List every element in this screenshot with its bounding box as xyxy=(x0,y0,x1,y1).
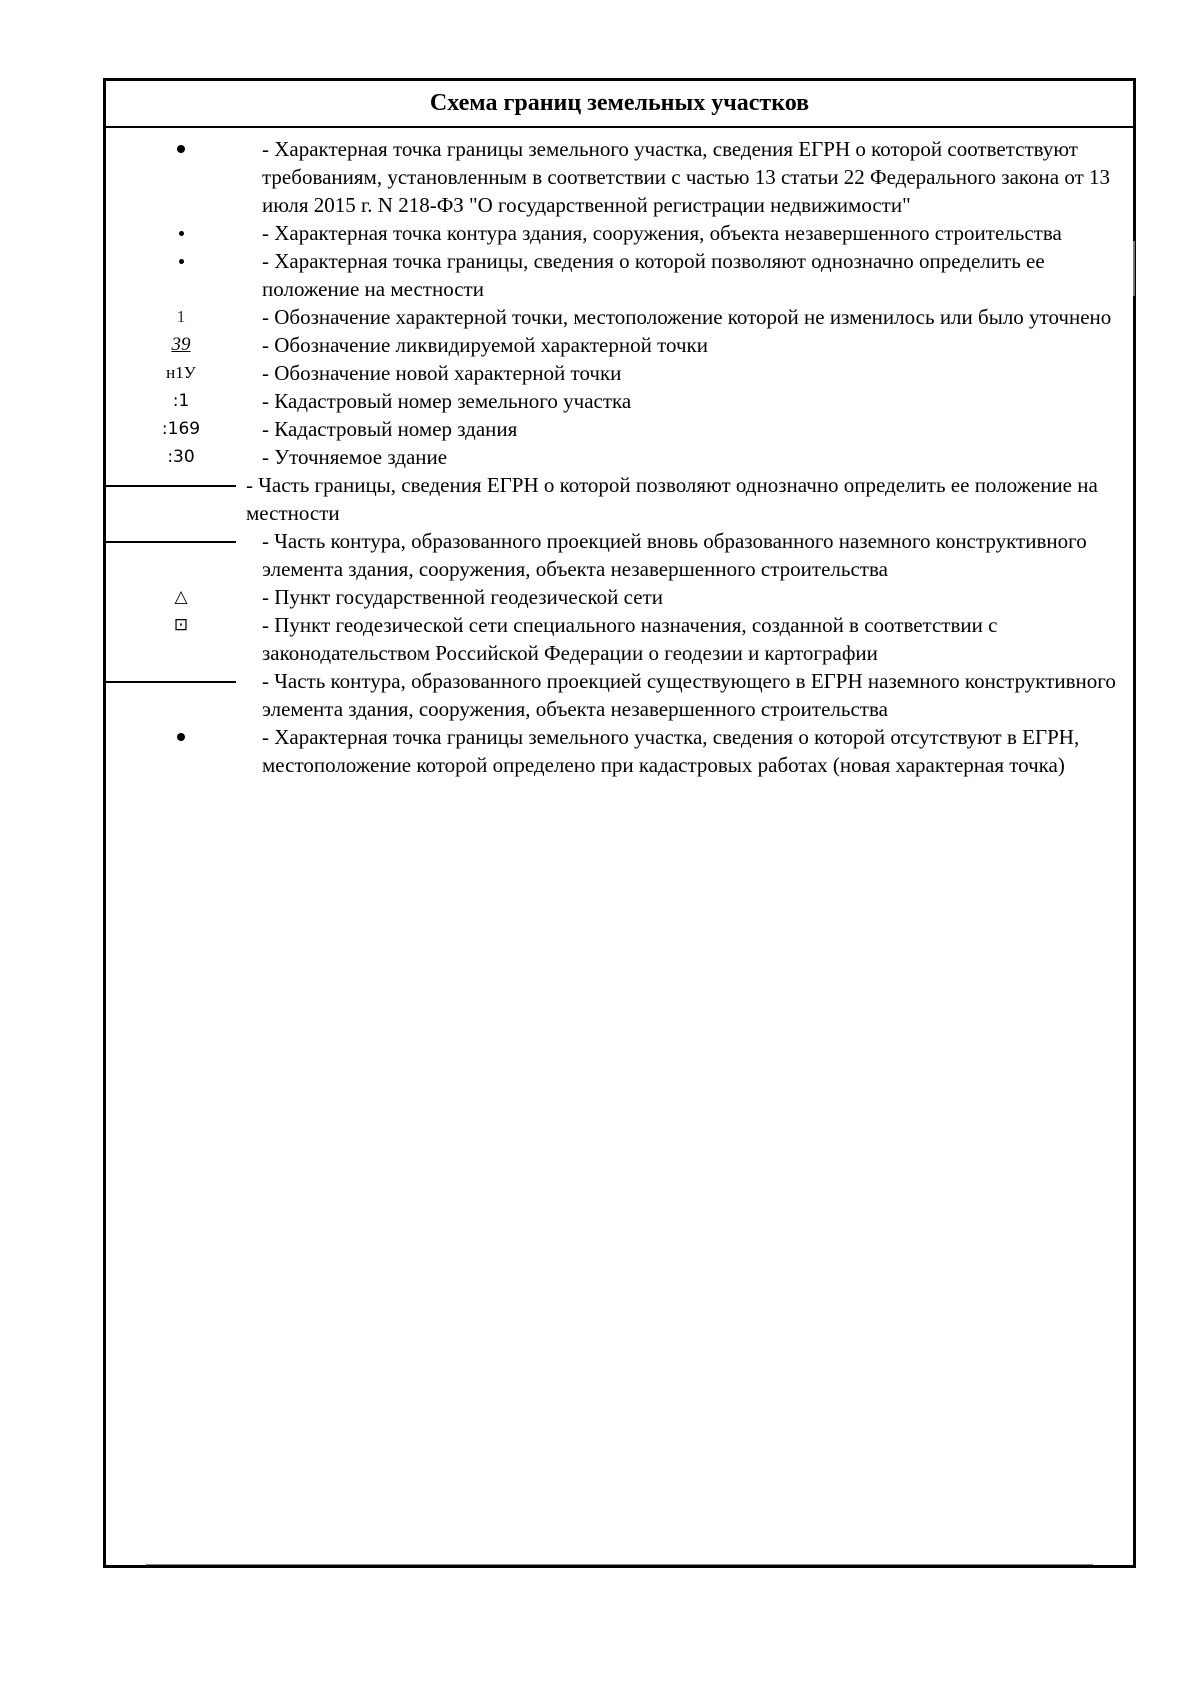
legend-symbol-text: 1 xyxy=(176,307,186,326)
large-dot-icon xyxy=(177,145,185,153)
legend-description: - Часть контура, образованного проекцией существующего в ЕГРН наземного конструктивного элемента здания, сооружения, объекта незавершенного строительства xyxy=(262,669,1116,721)
legend-description: - Характерная точка контура здания, сооружения, объекта незавершенного строительства xyxy=(262,221,1062,245)
legend-symbol-cell xyxy=(106,471,256,499)
legend-symbol-cell xyxy=(106,303,256,331)
legend-description: - Часть границы, сведения ЕГРН о которой позволяют однозначно определить ее положение на местности xyxy=(246,473,1098,525)
page-title: Схема границ земельных участков xyxy=(106,81,1133,128)
legend-symbol-cell xyxy=(106,415,256,443)
legend-description: - Пункт государственной геодезической сети xyxy=(262,585,663,609)
dotted-square-icon: ⊡ xyxy=(173,615,189,635)
legend-symbol-cell xyxy=(106,247,256,275)
legend-description: - Кадастровый номер здания xyxy=(262,417,518,441)
legend-item xyxy=(106,443,1133,471)
triangle-icon: △ xyxy=(174,587,188,607)
legend-symbol-cell xyxy=(106,723,256,751)
legend-description: - Пункт геодезической сети специального назначения, созданной в соответствии с законодательством Российской Федерации о геодезии и картографии xyxy=(262,613,998,665)
legend-description: - Уточняемое здание xyxy=(262,445,448,469)
bottom-rule xyxy=(146,1564,1093,1565)
legend-symbol-cell xyxy=(106,331,256,359)
small-dot-icon xyxy=(179,231,184,236)
legend-frame xyxy=(103,78,1136,1568)
legend-description: - Характерная точка границы, сведения о которой позволяют однозначно определить ее положение на местности xyxy=(262,249,1045,301)
legend-item xyxy=(106,471,1133,527)
legend-item xyxy=(106,583,1133,611)
legend-symbol-cell xyxy=(106,387,256,415)
line-icon xyxy=(104,485,236,487)
legend-symbol-cell xyxy=(106,443,256,471)
legend-symbol-text: :169 xyxy=(161,419,201,439)
legend-symbol-text: :30 xyxy=(167,447,195,467)
legend-item xyxy=(106,527,1133,583)
large-dot-icon xyxy=(177,733,185,741)
legend-item xyxy=(106,611,1133,667)
legend-item xyxy=(106,667,1133,723)
legend-item xyxy=(106,387,1133,415)
legend-symbol-text: 39 xyxy=(171,334,191,355)
legend-item xyxy=(106,247,1133,303)
legend-symbol-cell xyxy=(106,359,256,387)
legend-item xyxy=(106,415,1133,443)
line-icon xyxy=(104,541,236,543)
legend-symbol-cell xyxy=(106,219,256,247)
legend-symbol-cell xyxy=(106,583,256,611)
legend-description: - Обозначение новой характерной точки xyxy=(262,361,622,385)
legend-item xyxy=(106,331,1133,359)
legend-item xyxy=(106,219,1133,247)
legend-item xyxy=(106,723,1133,779)
line-icon xyxy=(104,681,236,683)
legend-item xyxy=(106,135,1133,219)
legend-item xyxy=(106,303,1133,331)
scan-artifact-mark xyxy=(1133,241,1135,296)
legend-item xyxy=(106,359,1133,387)
legend-symbol-cell xyxy=(106,667,256,695)
legend-description: - Характерная точка границы земельного участка, сведения ЕГРН о которой соответствуют требованиям, установленным в соответствии с частью 13 статьи 22 Федерального закона от 13 июля 2015 г. N 218-ФЗ "О государственной регистрации недвижимости" xyxy=(262,137,1111,217)
legend-description: - Характерная точка границы земельного участка, сведения о которой отсутствуют в ЕГРН, местоположение которой определено при кадастровых работах (новая характерная точка) xyxy=(262,725,1080,777)
legend-symbol-cell xyxy=(106,527,256,555)
legend-description: - Часть контура, образованного проекцией вновь образованного наземного конструктивного элемента здания, сооружения, объекта незавершенного строительства xyxy=(262,529,1087,581)
legend-symbol-text: :1 xyxy=(172,391,190,411)
small-dot-icon xyxy=(179,259,184,264)
legend-description: - Обозначение характерной точки, местоположение которой не изменилось или было уточнено xyxy=(262,305,1112,329)
legend-list xyxy=(106,135,1133,779)
legend-symbol-cell xyxy=(106,135,256,163)
legend-symbol-cell xyxy=(106,611,256,639)
legend-description: - Кадастровый номер земельного участка xyxy=(262,389,632,413)
legend-description: - Обозначение ликвидируемой характерной точки xyxy=(262,333,708,357)
legend-symbol-text: н1У xyxy=(166,363,196,382)
